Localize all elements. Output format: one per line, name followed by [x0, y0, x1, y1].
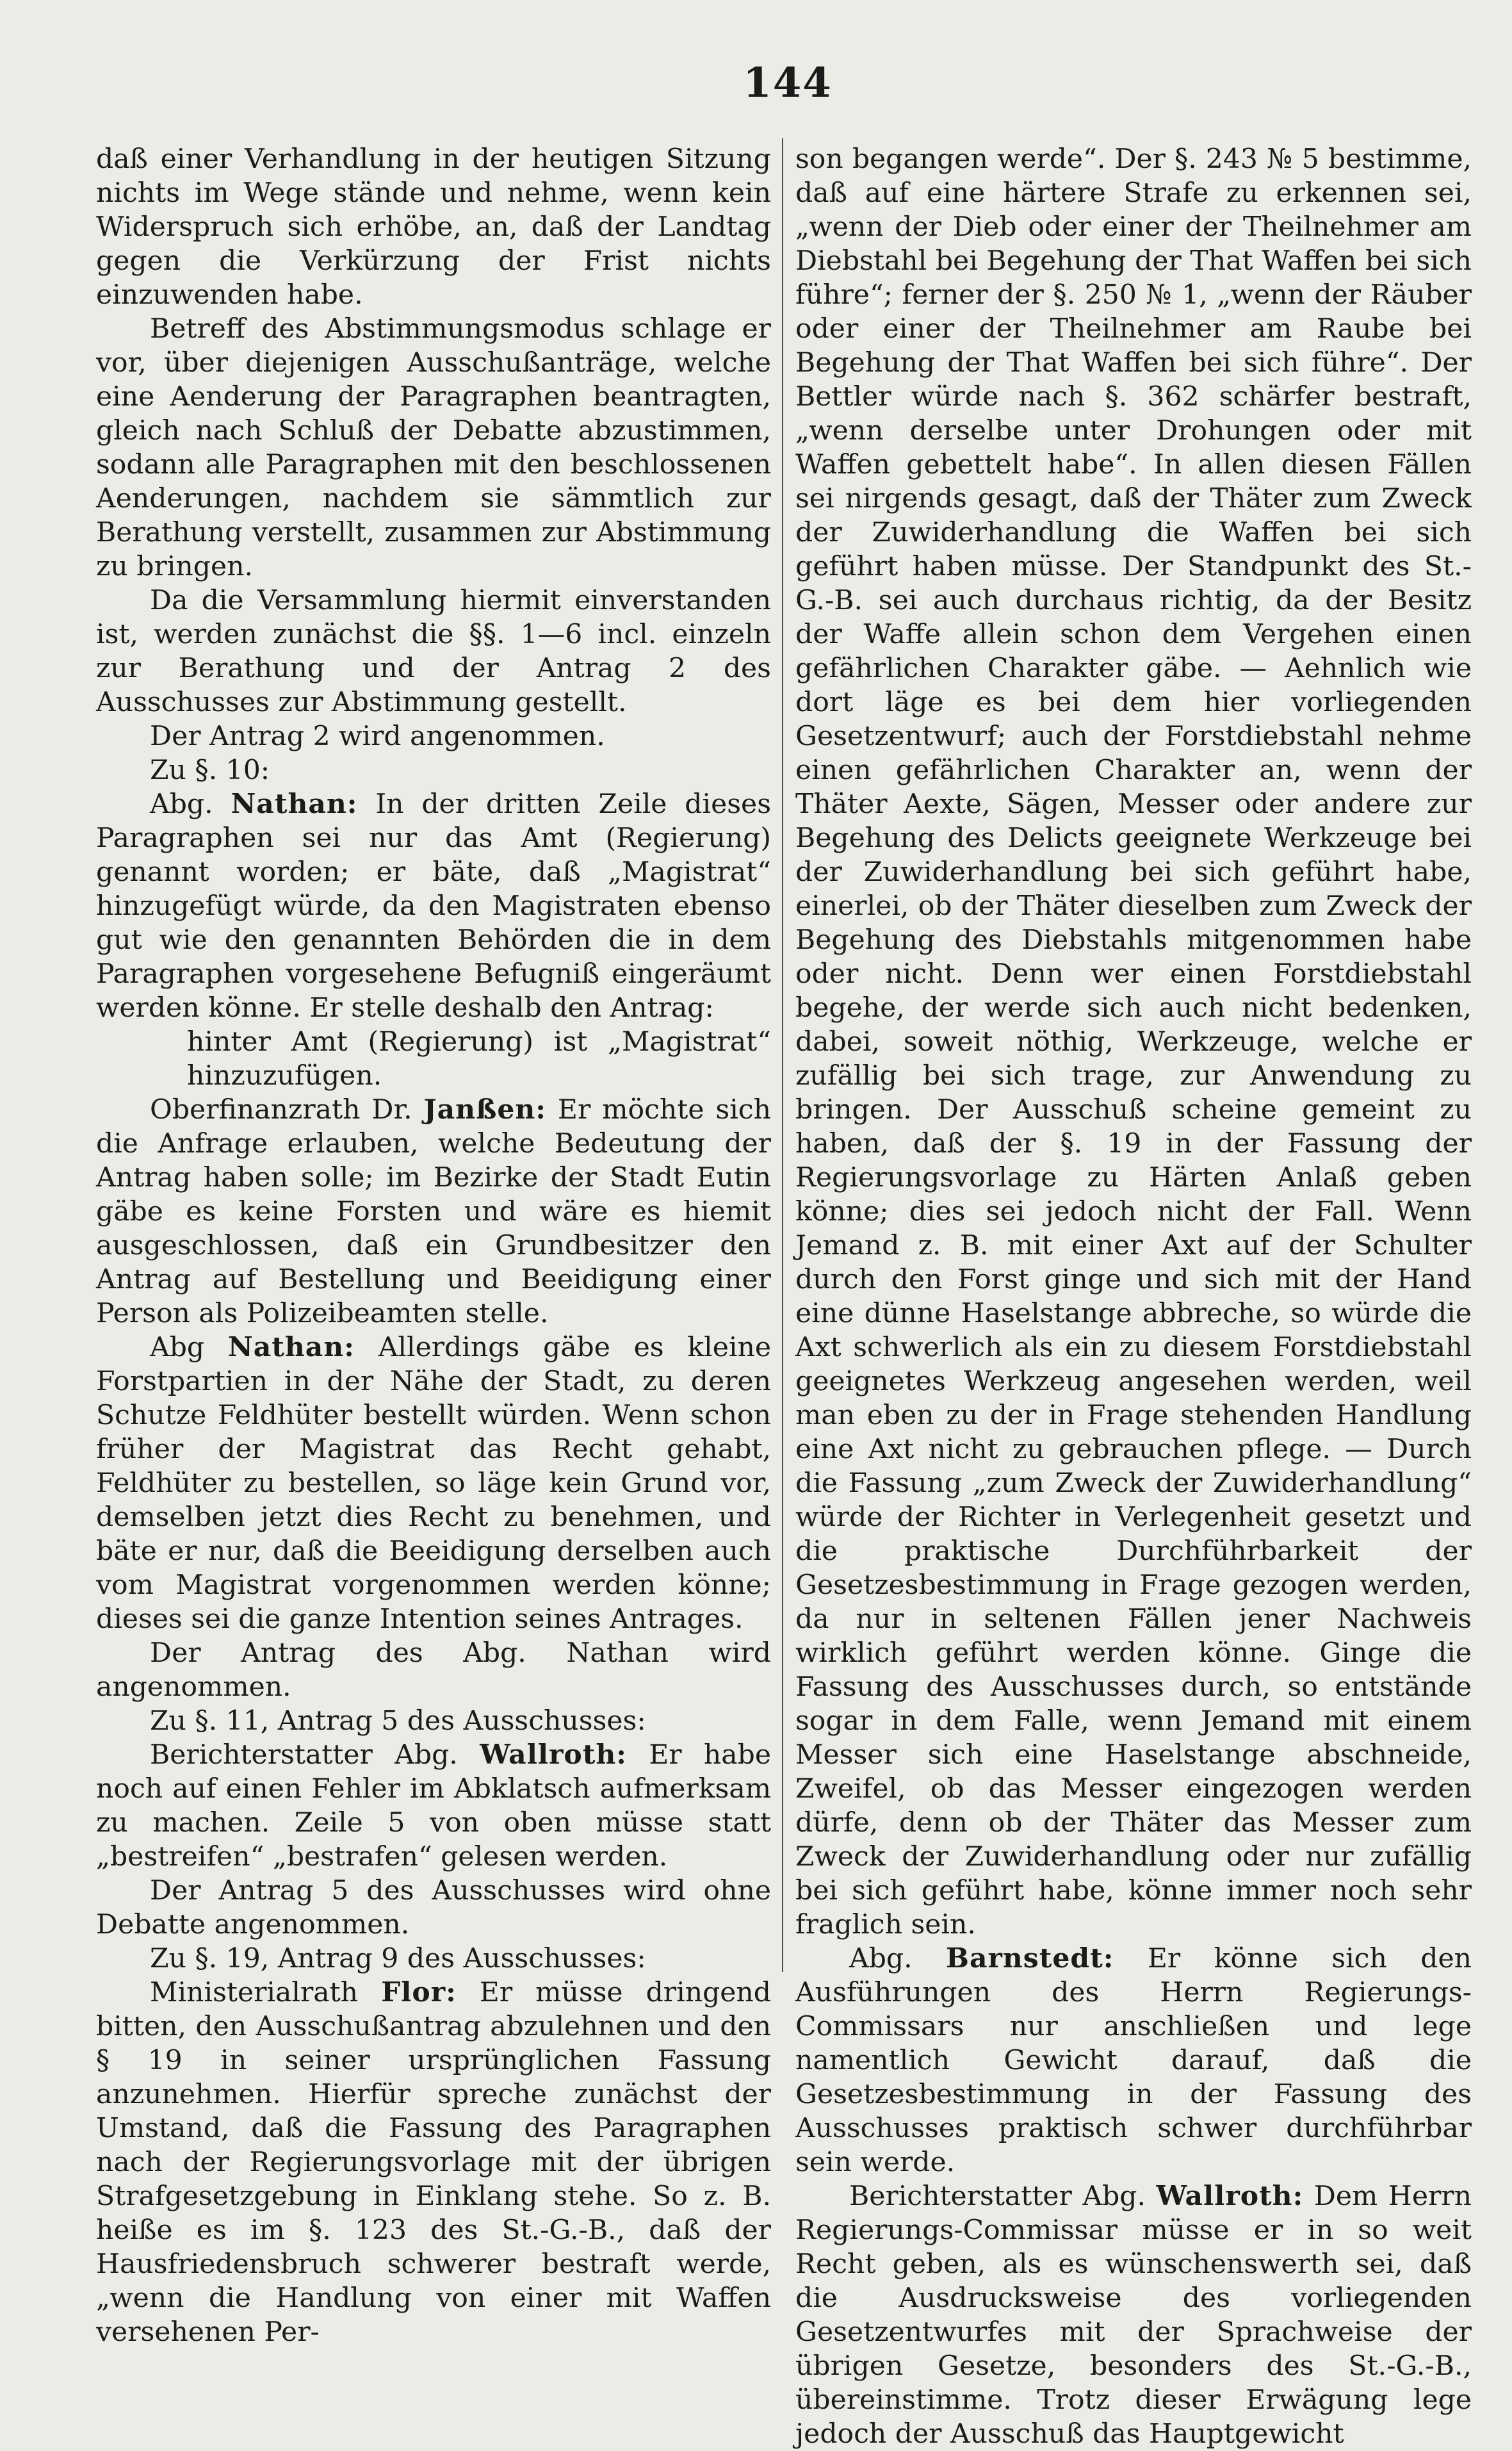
paragraph: Da die Versammlung hiermit einverstanden ist, werden zunächst die §§. 1—6 incl. einzeln zur Berathung und der Antrag 2 des Ausschusses zur Abstimmung gestellt.	[96, 585, 771, 718]
speech-paragraph	[96, 787, 771, 1025]
motion-text: hinter Amt (Regierung) ist „Magistrat“ hinzuzufügen.	[187, 1026, 771, 1092]
speech-paragraph	[96, 1331, 771, 1636]
speaker-name: Janßen:	[423, 1094, 546, 1126]
section-heading: Zu §. 10:	[150, 755, 270, 786]
speaker-title: Oberfinanzrath Dr.	[150, 1094, 424, 1126]
resolution-line: Der Antrag des Abg. Nathan wird angenommen.	[96, 1637, 771, 1703]
speech-paragraph	[96, 1738, 771, 1874]
speech-text: Er möchte sich die Anfrage erlauben, welche Bedeutung der Antrag haben solle; im Bezirke der Stadt Eutin gäbe es keine Forsten und wäre es hiemit ausgeschlossen, daß ein Grundbesitzer den Antrag auf Bestellung und Beeidigung einer Person als Polizeibeamten stelle.	[96, 1094, 771, 1329]
section-heading: Zu §. 19, Antrag 9 des Ausschusses:	[150, 1943, 646, 1974]
paragraph-continuation: son begangen werde“. Der §. 243 № 5 bestimme, daß auf eine härtere Strafe zu erkennen sei, „wenn der Dieb oder einer der Theilnehmer am Diebstahl bei Begehung der That Waffen bei sich führe“; ferner der §. 250 № 1, „wenn der Räuber oder einer der Theilnehmer am Raube bei Begehung der That Waffen bei sich führe“. Der Bettler würde nach §. 362 schärfer bestraft, „wenn derselbe unter Drohungen oder mit Waffen gebettelt habe“. In allen diesen Fällen sei nirgends gesagt, daß der Thäter zum Zweck der Zuwiderhandlung die Waffen bei sich geführt haben müsse. Der Standpunkt des St.-G.-B. sei auch durchaus richtig, da der Besitz der Waffe allein schon dem Vergehen einen gefährlichen Charakter gäbe. — Aehnlich wie dort läge es bei dem hier vorliegenden Gesetzentwurf; auch der Forstdiebstahl nehme einen gefährlichen Charakter an, wenn der Thäter Aexte, Sägen, Messer oder andere zur Begehung des Delicts geeignete Werkzeuge bei der Zuwiderhandlung bei sich geführt habe, einerlei, ob der Thäter dieselben zum Zweck der Begehung des Diebstahls mitgenommen habe oder nicht. Denn wer einen Forstdiebstahl begehe, der werde sich auch nicht bedenken, dabei, soweit nöthig, Werkzeuge, welche er zufällig bei sich trage, zur Anwendung zu bringen. Der Ausschuß scheine gemeint zu haben, daß der §. 19 in der Fassung der Regierungsvorlage zu Härten Anlaß geben könne; dies sei jedoch nicht der Fall. Wenn Jemand z. B. mit einer Axt auf der Schulter durch den Forst ginge und sich mit der Hand eine dünne Haselstange abbreche, so würde die Axt schwerlich als ein zu diesem Forstdiebstahl geeignetes Werkzeug angesehen werden, weil man eben zu der in Frage stehenden Handlung eine Axt nicht zu gebrauchen pflege. — Durch die Fassung „zum Zweck der Zuwiderhandlung“ würde der Richter in Verlegenheit gesetzt und die praktische Durchführbarkeit der Gesetzesbestimmung in Frage gezogen werden, da nur in seltenen Fällen jener Nachweis wirklich geführt werden könne. Ginge die Fassung des Ausschusses durch, so entstände sogar in dem Falle, wenn Jemand mit einem Messer sich eine Haselstange abschneide, Zweifel, ob das Messer eingezogen werden dürfe, denn ob der Thäter das Messer zum Zweck der Zuwiderhandlung oder nur zufällig bei sich geführt habe, könne immer noch sehr fraglich sein.	[795, 143, 1472, 1940]
speech-paragraph	[96, 1093, 771, 1331]
speech-text: Er könne sich den Ausführungen des Herrn Regierungs-Commissars nur anschließen und lege namentlich Gewicht darauf, daß die Gesetzesbestimmung in der Fassung des Ausschusses praktisch schwer durchführbar sein werde.	[795, 1943, 1472, 2178]
section-heading: Zu §. 11, Antrag 5 des Ausschusses:	[150, 1705, 646, 1737]
speech-paragraph	[795, 1942, 1472, 2179]
speaker-name: Flor:	[381, 1976, 457, 2008]
paragraph: Betreff des Abstimmungsmodus schlage er vor, über diejenigen Ausschußanträge, welche eine Aenderung der Paragraphen beantragten, gleich nach Schluß der Debatte abzustimmen, sodann alle Paragraphen mit den beschlossenen Aenderungen, nachdem sie sämmtlich zur Berathung verstellt, zusammen zur Abstimmung zu bringen.	[96, 313, 771, 582]
speech-text: In der dritten Zeile dieses Paragraphen sei nur das Amt (Regierung) genannt worden; er bäte, daß „Magistrat“ hinzugefügt würde, da den Magistraten ebenso gut wie den genannten Behörden die in dem Paragraphen vorgesehene Befugniß eingeräumt werden könne. Er stelle deshalb den Antrag:	[96, 789, 772, 1024]
speaker-title: Abg.	[849, 1943, 947, 1974]
speaker-name: Wallroth:	[480, 1739, 627, 1771]
paragraph-continuation: daß einer Verhandlung in der heutigen Sitzung nichts im Wege stände und nehme, wenn kein Widerspruch sich erhöbe, an, daß der Landtag gegen die Verkürzung der Frist nichts einzuwenden habe.	[96, 143, 771, 311]
speech-paragraph	[795, 2179, 1472, 2451]
right-column	[795, 142, 1472, 2451]
speech-text: Dem Herrn Regierungs-Commissar müsse er in so weit Recht geben, als es wünschenswerth sei, daß die Ausdrucksweise des vorliegenden Gesetzentwurfes mit der Sprachweise der übrigen Gesetze, besonders des St.-G.-B., übereinstimme. Trotz dieser Erwägung lege jedoch der Ausschuß das Hauptgewicht	[795, 2181, 1472, 2450]
speaker-name: Nathan:	[227, 1331, 355, 1363]
speaker-name: Barnstedt:	[946, 1942, 1114, 1974]
speech-paragraph	[96, 1976, 771, 2349]
speaker-title: Abg.	[150, 789, 231, 820]
speech-text: Er müsse dringend bitten, den Ausschußantrag abzulehnen und den § 19 in seiner ursprünglichen Fassung anzunehmen. Hierfür spreche zunächst der Umstand, daß die Fassung des Paragraphen nach der Regierungsvorlage mit der übrigen Strafgesetzgebung in Einklang stehe. So z. B. heiße es im §. 123 des St.-G.-B., daß der Hausfriedensbruch schwerer bestraft werde, „wenn die Handlung von einer mit Waffen versehenen Per-	[96, 1977, 771, 2348]
speaker-title: Berichterstatter Abg.	[150, 1739, 480, 1771]
speaker-title: Abg	[150, 1332, 228, 1363]
left-column	[96, 142, 771, 2349]
speaker-title: Ministerialrath	[150, 1977, 382, 2008]
speech-text: Allerdings gäbe es kleine Forstpartien in der Nähe der Stadt, zu deren Schutze Feldhüter bestellt würden. Wenn schon früher der Magistrat das Recht gehabt, Feldhüter zu bestellen, so läge kein Grund vor, demselben jetzt dies Recht zu benehmen, und bäte er nur, daß die Beeidigung derselben auch vom Magistrat vorgenommen werden könne; dieses sei die ganze Intention seines Antrages.	[96, 1332, 771, 1635]
page-number: 144	[743, 59, 833, 107]
speech-text: Er habe noch auf einen Fehler im Abklatsch aufmerksam zu machen. Zeile 5 von oben müsse statt „bestreifen“ „bestrafen“ gelesen werden.	[96, 1739, 771, 1873]
resolution-line: Der Antrag 2 wird angenommen.	[150, 721, 605, 752]
speaker-name: Wallroth:	[1156, 2180, 1304, 2212]
speaker-name: Nathan:	[231, 788, 358, 820]
column-divider	[782, 138, 783, 1972]
speaker-title: Berichterstatter Abg.	[849, 2181, 1157, 2212]
resolution-line: Der Antrag 5 des Ausschusses wird ohne Debatte angenommen.	[96, 1875, 771, 1940]
